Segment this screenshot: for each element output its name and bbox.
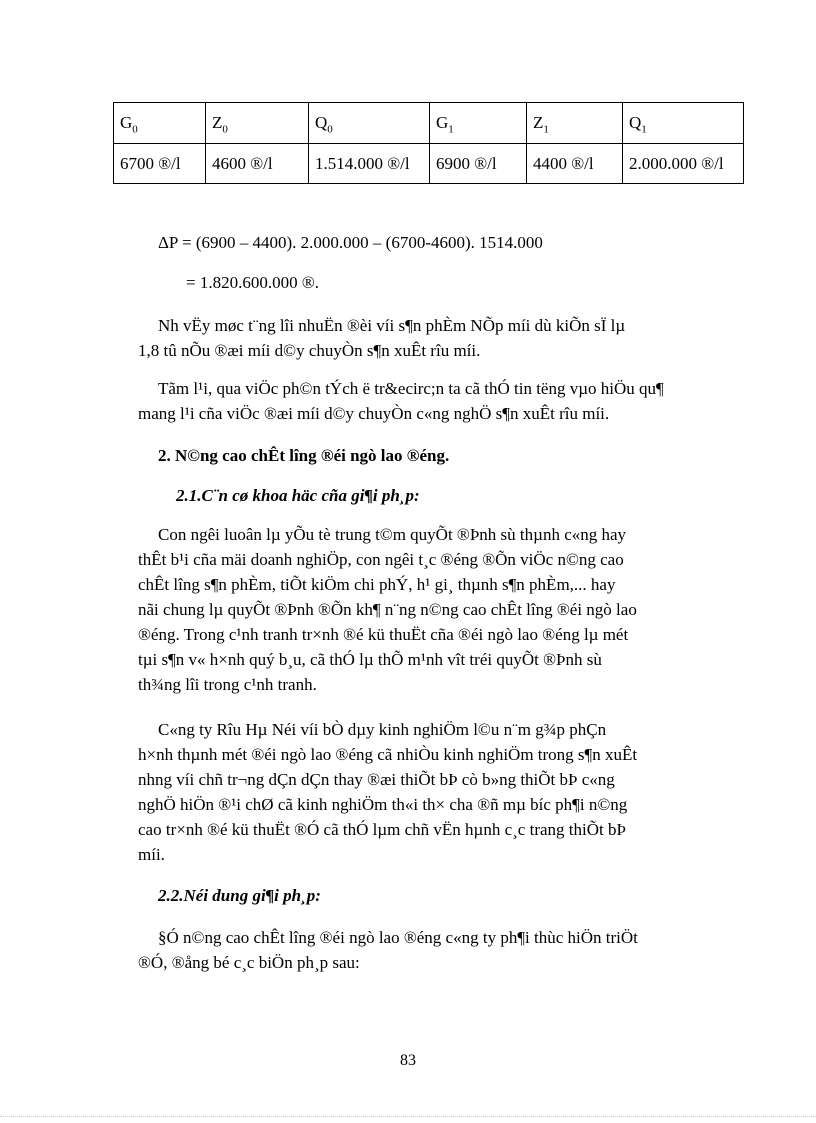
paragraph-measures xyxy=(138,925,698,975)
table-header-cell: $Z_0$ xyxy=(206,103,309,144)
text-line: mang l¹i cña viÖc ®æi míi d©y chuyÒn c«ng nghÖ s¶n xuÊt rîu míi. xyxy=(138,404,610,423)
text-line: C«ng ty Rîu Hµ Néi víi bÒ dµy kinh nghiÖm l©u n¨m g¾p phÇn xyxy=(158,720,607,739)
text-line: §Ó n©ng cao chÊt lîng ®éi ngò lao ®éng c«ng ty ph¶i thùc hiÖn triÖt xyxy=(158,928,638,947)
page-bottom-divider xyxy=(0,1116,816,1117)
paragraph-summary xyxy=(138,376,698,426)
text-line: h×nh thµnh mét ®éi ngò lao ®éng cã nhiÒu kinh nghiÖm trong s¶n xuÊt xyxy=(138,745,638,764)
table-cell: 6900 ®/l xyxy=(430,144,527,184)
text-line: ®Ó, ®ång bé c¸c biÖn ph¸p sau: xyxy=(138,953,360,972)
table-cell: 2.000.000 ®/l xyxy=(623,144,744,184)
table-row xyxy=(114,144,744,184)
table-cell: 4600 ®/l xyxy=(206,144,309,184)
paragraph-profit xyxy=(138,313,698,363)
paragraph-basis xyxy=(138,522,698,697)
text-line: th¾ng lîi trong c¹nh tranh. xyxy=(138,675,317,694)
text-line: Con ngêi luoân lµ yÕu tè trung t©m quyÕt ®Þnh sù thµnh c«ng hay xyxy=(158,525,627,544)
text-line: nãi chung lµ quyÕt ®Þnh ®Õn kh¶ n¨ng n©ng cao chÊt lîng ®éi ngò lao xyxy=(138,600,637,619)
data-table xyxy=(113,102,744,184)
formula-line-2: = 1.820.600.000 ®. xyxy=(186,273,320,292)
table-header-row xyxy=(114,103,744,144)
text-line: 1,8 tû nÕu ®æi míi d©y chuyÒn s¶n xuÊt rîu míi. xyxy=(138,341,481,360)
table-header-cell: $G_0$ xyxy=(114,103,206,144)
text-line: Nh vËy møc t¨ng lîi nhuËn ®èi víi s¶n phÈm NÕp míi dù kiÕn sÏ lµ xyxy=(158,316,626,335)
paragraph-company xyxy=(138,717,698,867)
text-line: thÊt b¹i cña mäi doanh nghiÖp, con ngêi t¸c ®éng ®Õn viÖc n©ng cao xyxy=(138,550,624,569)
table-cell: 6700 ®/l xyxy=(114,144,206,184)
table-header-cell: $Z_1$ xyxy=(527,103,623,144)
table-header-cell: $Q_1$ xyxy=(623,103,744,144)
subsection-heading-content: 2.2.Néi dung gi¶i ph¸p: xyxy=(158,886,321,905)
table-cell: 4400 ®/l xyxy=(527,144,623,184)
text-line: nhng víi chñ tr¬ng dÇn dÇn thay ®æi thiÕt bÞ cò b»ng thiÕt bÞ c«ng xyxy=(138,770,615,789)
text-line: tµi s¶n v« h×nh quý b¸u, cã thÓ lµ thÕ m¹nh vît tréi quyÕt ®Þnh sù xyxy=(138,650,602,669)
table-cell: 1.514.000 ®/l xyxy=(309,144,430,184)
section-heading: 2. N©ng cao chÊt lîng ®éi ngò lao ®éng. xyxy=(158,446,450,465)
text-line: míi. xyxy=(138,845,165,864)
text-line: nghÖ hiÖn ®¹i chØ cã kinh nghiÖm th«i th× cha ®ñ mµ bíc ph¶i n©ng xyxy=(138,795,628,814)
subsection-heading-basis: 2.1.C¨n cø khoa häc cña gi¶i ph¸p: xyxy=(176,486,420,505)
page-number: 83 xyxy=(400,1052,416,1069)
table-header-cell: $Q_0$ xyxy=(309,103,430,144)
formula-line-1: ΔP = (6900 – 4400). 2.000.000 – (6700-4600). 1514.000 xyxy=(158,233,543,252)
text-line: Tãm l¹i, qua viÖc ph©n tÝch ë tr&ecirc;n ta cã thÓ tin tëng vµo hiÖu qu¶ xyxy=(158,379,664,398)
table-header-cell: $G_1$ xyxy=(430,103,527,144)
text-line: ®éng. Trong c¹nh tranh tr×nh ®é kü thuËt cña ®éi ngò lao ®éng lµ mét xyxy=(138,625,629,644)
text-line: chÊt lîng s¶n phÈm, tiÕt kiÖm chi phÝ, h¹ gi¸ thµnh s¶n phÈm,... hay xyxy=(138,575,616,594)
text-line: cao tr×nh ®é kü thuËt ®Ó cã thÓ lµm chñ vËn hµnh c¸c trang thiÕt bÞ xyxy=(138,820,626,839)
